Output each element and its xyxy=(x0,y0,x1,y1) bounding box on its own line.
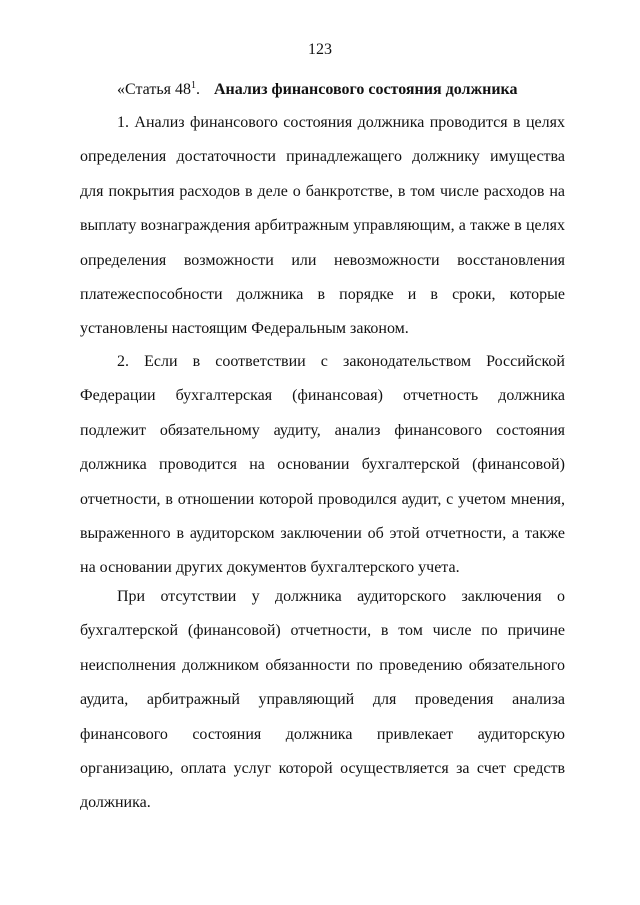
article-number-dot: . xyxy=(195,81,200,98)
paragraph-1: 1. Анализ финансового состояния должника проводится в целях определения достаточности принадлежащего должнику имущества для покрытия расходов в деле о банкротстве, в том числе расходов на выплату вознаграждения арбитражным управляющим, а также в целях определения возможности или невозможности восстановления платежеспособности должника в порядке и в сроки, которые установлены настоящим Федеральным законом. xyxy=(80,114,565,338)
paragraph-2: 2. Если в соответствии с законодательством Российской Федерации бухгалтерская (финансовая) отчетность должника подлежит обязательному аудиту, анализ финансового состояния должника проводится на основании бухгалтерской (финансовой) отчетности, в отношении которой проводился аудит, с учетом мнения, выраженного в аудиторском заключении об этой отчетности, а также на основании других документов бухгалтерского учета. xyxy=(80,353,565,577)
article-heading xyxy=(117,80,597,100)
page-number: 123 xyxy=(308,41,332,58)
article-number: «Статья 48 xyxy=(117,81,191,98)
article-title: Анализ финансового состояния должника xyxy=(213,81,518,98)
paragraph-3: При отсутствии у должника аудиторского заключения о бухгалтерской (финансовой) отчетности, в том числе по причине неисполнения должником обязанности по проведению обязательного аудита, арбитражный управляющий для проведения анализа финансового состояния должника привлекает аудиторскую организацию, оплата услуг которой осуществляется за счет средств должника. xyxy=(80,588,565,812)
article-number-superscript: 1 xyxy=(190,80,196,91)
